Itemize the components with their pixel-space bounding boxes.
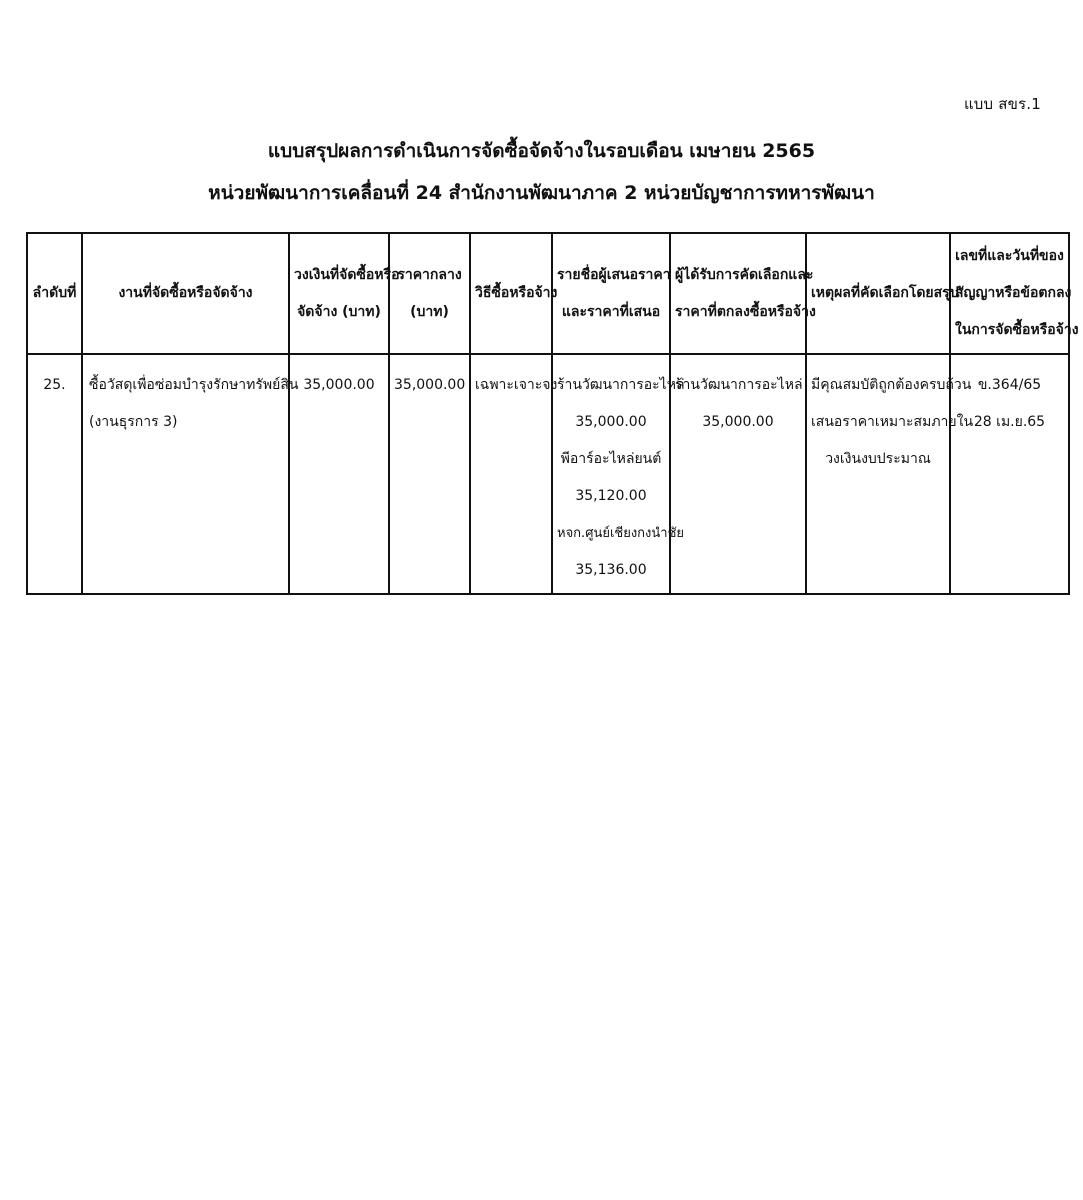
- item-description: (งานธุรการ 3): [89, 414, 178, 430]
- contract-date: 28 เม.ย.65: [973, 414, 1046, 430]
- header-reason: [806, 233, 959, 354]
- cell-item: [82, 354, 299, 594]
- table-header-row: [27, 233, 1069, 354]
- bidder-price: 35,136.00: [575, 562, 647, 578]
- cell-selected: [670, 354, 806, 594]
- table-row: [27, 354, 1069, 594]
- procurement-summary-table: [26, 232, 1079, 595]
- procurement-method: เฉพาะเจาะจง: [475, 377, 558, 393]
- bidder-price: 35,120.00: [575, 488, 647, 504]
- selection-reason: วงเงินงบประมาณ: [825, 451, 931, 467]
- header-reason-line: เหตุผลที่คัดเลือกโดยสรุป: [811, 285, 959, 301]
- selected-vendor: ร้านวัฒนาการอะไหล่: [675, 377, 803, 393]
- item-description: ซื้อวัสดุเพื่อซ่อมบำรุงรักษาทรัพย์สิน: [89, 377, 299, 393]
- cell-no: [27, 354, 82, 594]
- contract-number: ข.364/65: [977, 377, 1042, 393]
- bidder-name: ร้านวัฒนาการอะไหล่: [557, 377, 685, 393]
- row-number: 25.: [43, 377, 66, 393]
- median-price-amount: 35,000.00: [394, 377, 466, 393]
- selection-reason: เสนอราคาเหมาะสมภายใน: [811, 414, 974, 430]
- header-contract-line: ในการจัดซื้อหรือจ้าง: [955, 322, 1079, 338]
- header-method: [470, 233, 558, 354]
- header-contract: [950, 233, 1079, 354]
- bidder-name: พีอาร์อะไหล่ยนต์: [560, 451, 662, 467]
- document-title: แบบสรุปผลการดำเนินการจัดซื้อจัดจ้างในรอบเดือน เมษายน 2565: [267, 140, 816, 162]
- header-selected: [670, 233, 816, 354]
- header-median-price-line: ราคากลาง: [397, 266, 462, 283]
- header-no-line: ลำดับที่: [32, 285, 77, 301]
- header-item-line: งานที่จัดซื้อหรือจัดจ้าง: [118, 285, 253, 301]
- header-contract-line: เลขที่และวันที่ของ: [955, 248, 1064, 264]
- bidder-price: 35,000.00: [575, 414, 647, 430]
- header-bidders: [552, 233, 670, 354]
- header-contract-line: สัญญาหรือข้อตกลง: [955, 285, 1072, 301]
- cell-median-price: [389, 354, 470, 594]
- header-budget: [289, 233, 400, 354]
- header-median-price-line: (บาท): [410, 303, 449, 320]
- form-code: แบบ สขร.1: [963, 95, 1041, 113]
- header-no: [27, 233, 82, 354]
- header-method-line: วิธีซื้อหรือจ้าง: [475, 285, 558, 301]
- header-selected-line: ราคาที่ตกลงซื้อหรือจ้าง: [675, 303, 816, 320]
- header-bidders-line: และราคาที่เสนอ: [561, 303, 661, 320]
- cell-reason: [806, 354, 974, 594]
- bidder-name: หจก.ศูนย์เชียงกงนำชัย: [557, 526, 685, 541]
- header-selected-line: ผู้ได้รับการคัดเลือกและ: [675, 266, 814, 283]
- document-subtitle: หน่วยพัฒนาการเคลื่อนที่ 24 สำนักงานพัฒนาภาค 2 หน่วยบัญชาการทหารพัฒนา: [208, 182, 875, 204]
- selected-price: 35,000.00: [702, 414, 774, 430]
- header-budget-line: จัดจ้าง (บาท): [297, 303, 381, 320]
- header-bidders-line: รายชื่อผู้เสนอราคา: [557, 266, 671, 283]
- budget-amount: 35,000.00: [303, 377, 375, 393]
- header-budget-line: วงเงินที่จัดซื้อหรือ: [294, 266, 400, 283]
- header-item: [82, 233, 289, 354]
- selection-reason: มีคุณสมบัติถูกต้องครบถ้วน: [811, 377, 972, 393]
- cell-budget: [289, 354, 389, 594]
- cell-bidders: [552, 354, 685, 594]
- cell-method: [470, 354, 558, 594]
- header-median-price: [389, 233, 470, 354]
